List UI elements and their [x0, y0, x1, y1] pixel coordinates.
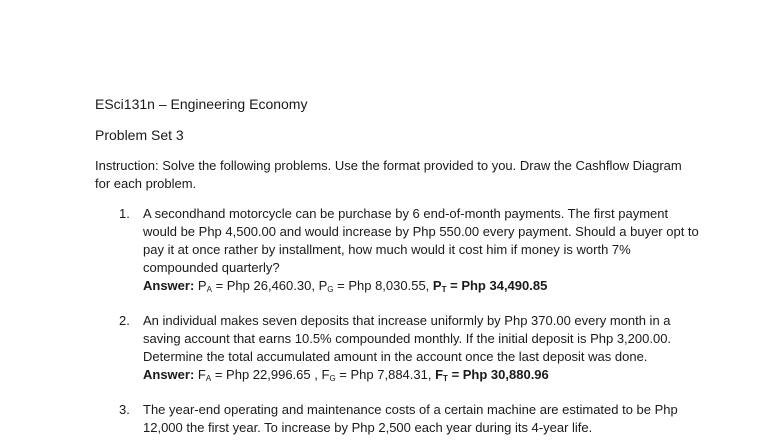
problem-text: An individual makes seven deposits that increase uniformly by Php 370.00 every month in a saving account that earns 10.5% compounded monthly. If the initial deposit is Php 3,200.00. Determine the total accumulated amount in the account once the last deposit was done. — [143, 313, 672, 364]
answer-symbol: F — [435, 367, 444, 382]
problem-item-1 — [95, 205, 705, 295]
answer-value: = Php 8,030.55, — [337, 278, 430, 293]
answer-subscript: T — [441, 285, 447, 294]
answer-symbol: F — [321, 367, 330, 382]
answer-symbol: P — [197, 278, 207, 293]
problem-set-title: Problem Set 3 — [95, 127, 184, 143]
answer-subscript: G — [327, 285, 334, 294]
problem-item-3 — [95, 401, 705, 437]
problem-number: 3. — [119, 402, 130, 417]
answer-value: = Php 22,996.65 , — [214, 367, 318, 382]
answer-subscript: A — [206, 285, 212, 294]
problem-list — [95, 205, 705, 441]
answer-total: = Php 30,880.96 — [451, 367, 549, 382]
answer-symbol: P — [432, 278, 442, 293]
answer-label: Answer: — [143, 367, 195, 382]
answer-symbol: P — [318, 278, 328, 293]
problem-text: A secondhand motorcycle can be purchase by 6 end-of-month payments. The first payment would be Php 4,500.00 and would increase by Php 550.00 every payment. Should a buyer opt to pay it at once rather by installment, how much would it cost him if money is worth 7% compounded quarterly? — [143, 206, 699, 275]
instruction-text: Instruction: Solve the following problems. Use the format provided to you. Draw the Cashflow Diagram for each problem. — [95, 158, 682, 191]
answer-symbol: F — [197, 367, 206, 382]
answer-value: = Php 26,460.30, — [215, 278, 315, 293]
problem-number: 1. — [119, 206, 130, 221]
answer-label: Answer: — [143, 278, 195, 293]
answer-subscript: G — [329, 374, 336, 383]
answer-line — [143, 277, 705, 295]
answer-total: = Php 34,490.85 — [450, 278, 548, 293]
answer-subscript: T — [443, 374, 448, 383]
course-title: ESci131n – Engineering Economy — [95, 96, 308, 112]
problem-number: 2. — [119, 313, 130, 328]
problem-item-2 — [95, 312, 705, 384]
answer-value: = Php 7,884.31, — [339, 367, 432, 382]
answer-line — [143, 366, 705, 384]
answer-subscript: A — [205, 374, 212, 383]
problem-text: The year-end operating and maintenance costs of a certain machine are estimated to be Php 12,000 the first year. To increase by Php 2,500 each year during its 4-year life. — [143, 402, 678, 435]
